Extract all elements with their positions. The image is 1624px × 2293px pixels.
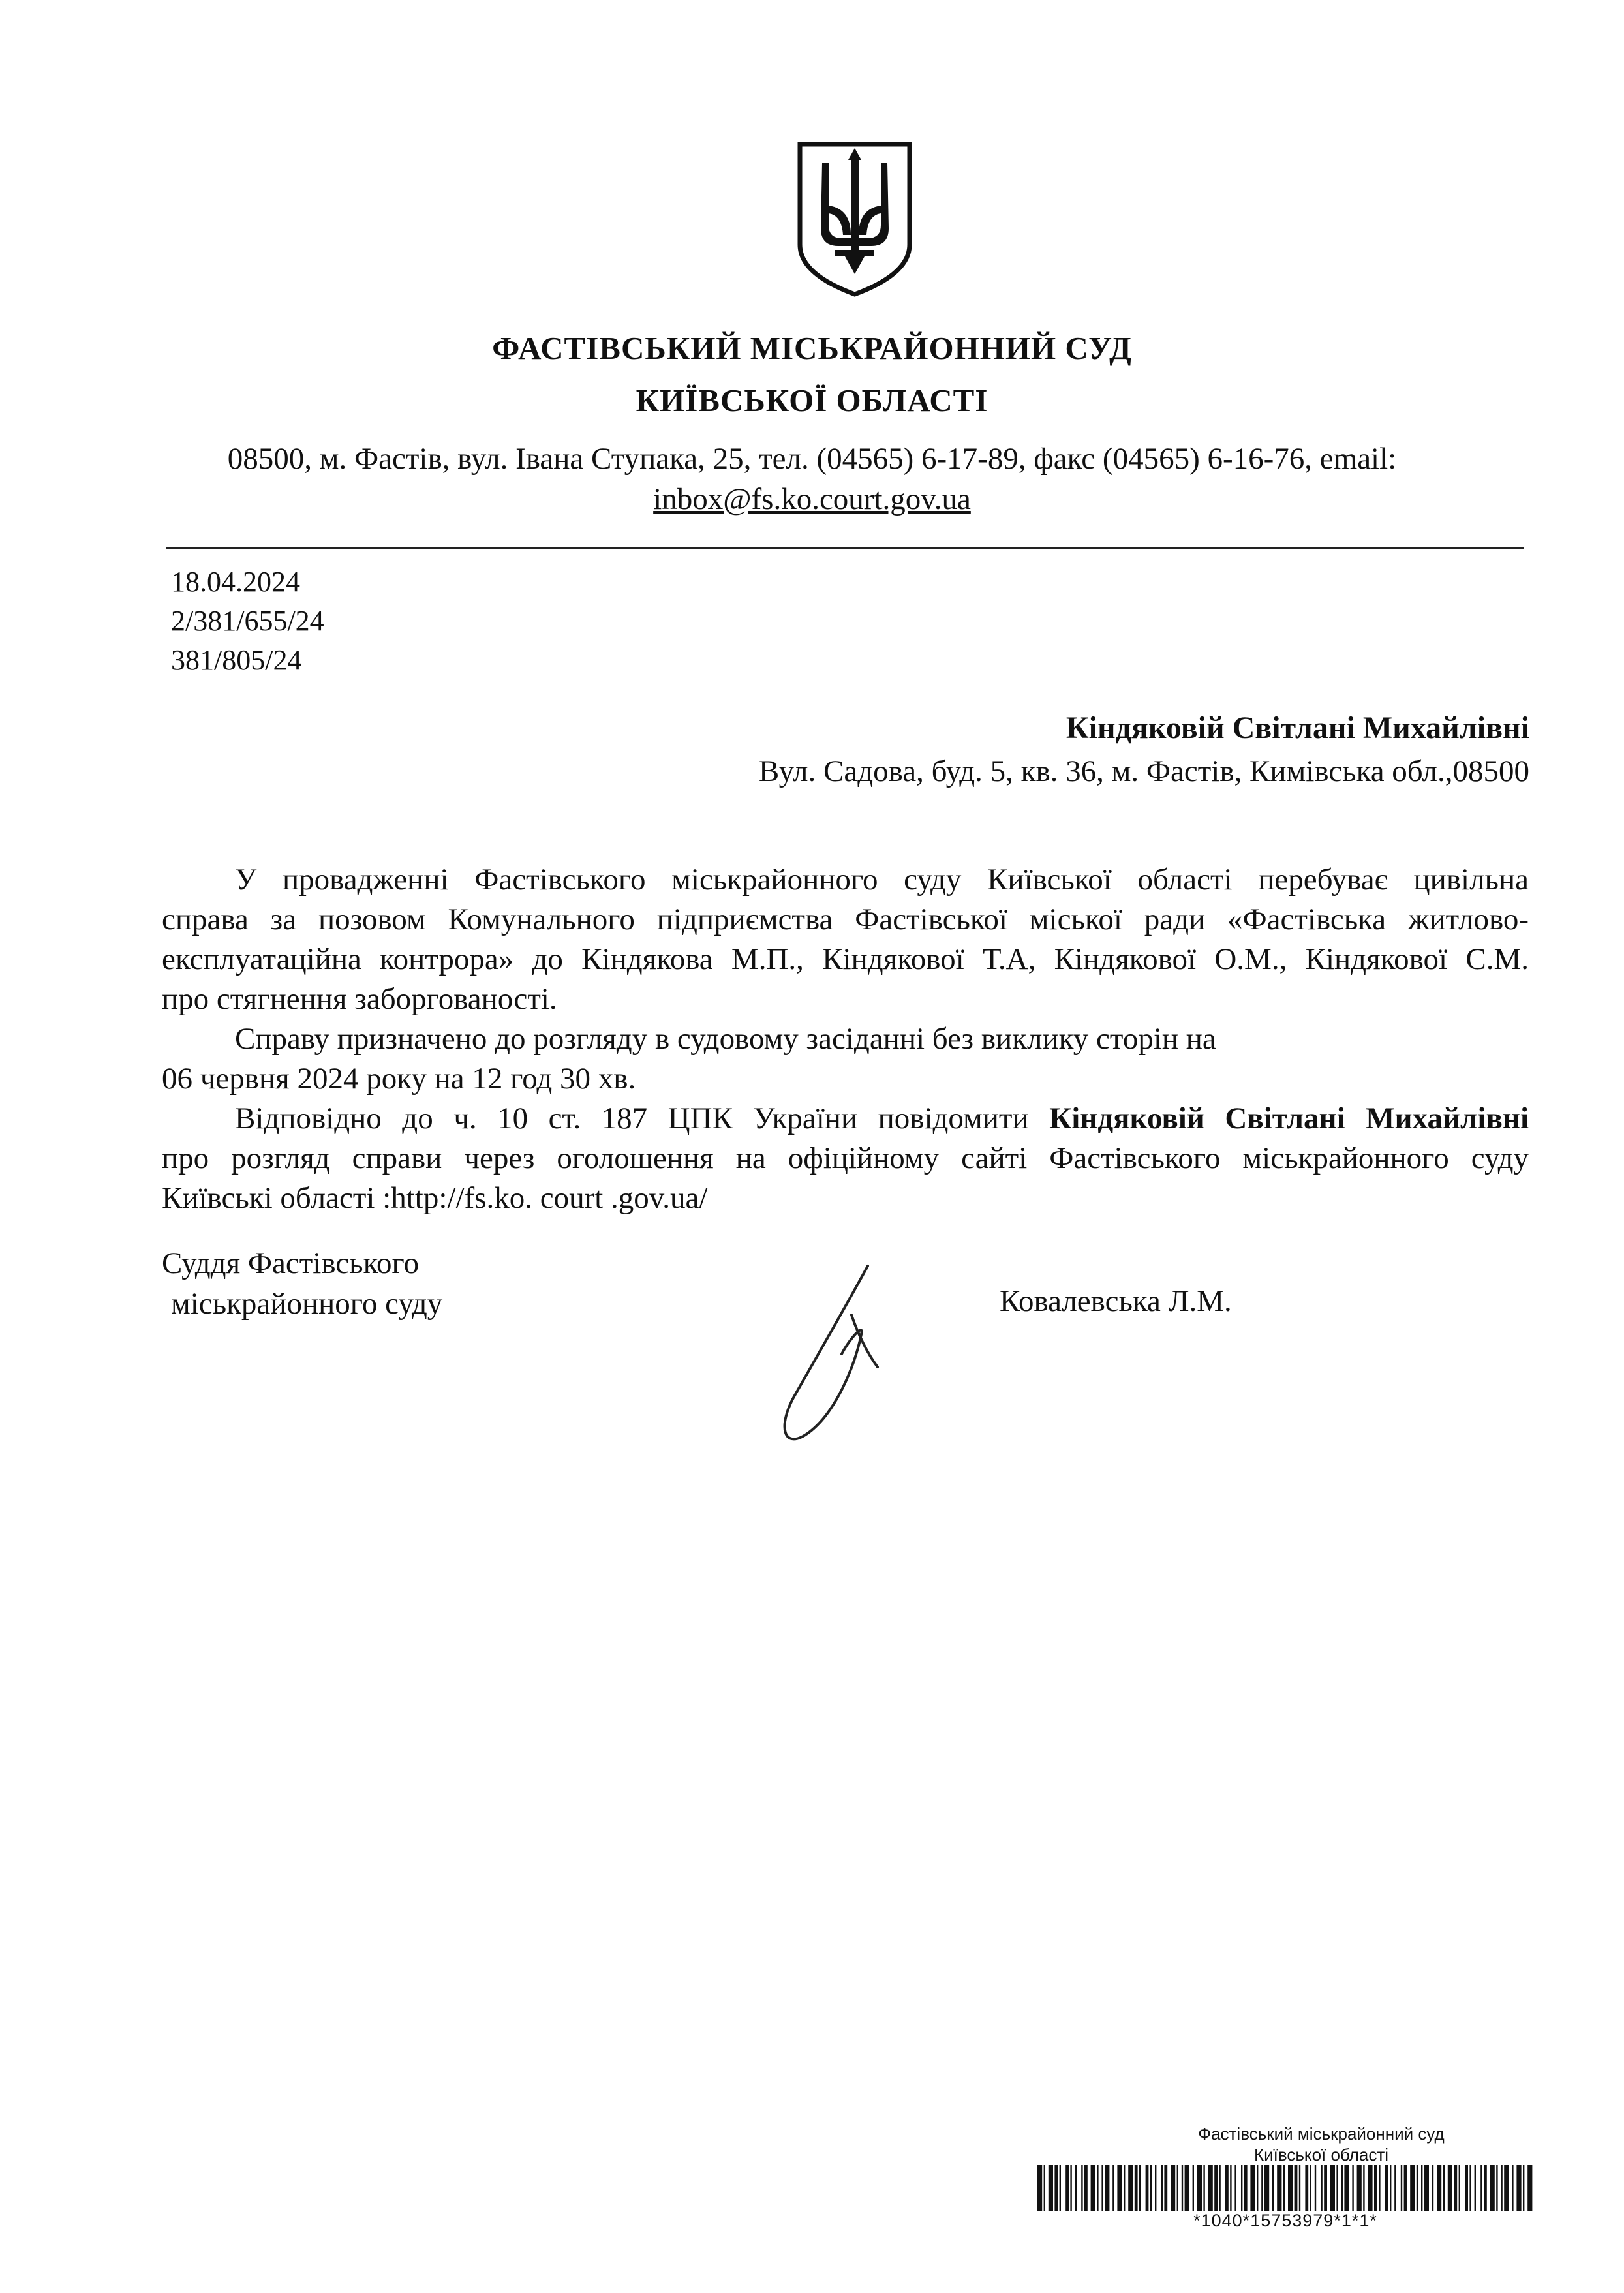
paragraph-3-line-2: про розгляд справи через оголошення на офіційному сайті Фастівського міськрайонного суду xyxy=(162,1141,1529,1175)
court-name: ФАСТІВСЬКИЙ МІСЬКРАЙОННИЙ СУД xyxy=(492,330,1132,366)
paragraph-2-line-2: 06 червня 2024 року на 12 год 30 хв. xyxy=(162,1062,636,1096)
coat-of-arms-emblem xyxy=(796,140,913,297)
paragraph-1-line-4: про стягнення заборгованості. xyxy=(162,982,557,1016)
court-address-line: 08500, м. Фастів, вул. Івана Ступака, 25, тел. (04565) 6-17-89, факс (04565) 6-16-76, email: xyxy=(227,442,1397,476)
court-region: КИЇВСЬКОЇ ОБЛАСТІ xyxy=(636,382,988,418)
stamp-court-name: Фастівський міськрайонний суд xyxy=(1198,2124,1445,2144)
letter-date: 18.04.2024 xyxy=(171,566,300,598)
judge-title-line-2: міськрайонного суду xyxy=(171,1287,443,1321)
letter-body xyxy=(162,860,1529,1218)
paragraph-3-line-1 xyxy=(162,1099,1529,1139)
barcode-number: *1040*15753979*1*1* xyxy=(1193,2211,1377,2230)
paragraph-2-line-1: Справу призначено до розгляду в судовому засіданні без виклику сторін на xyxy=(235,1022,1216,1056)
court-email-link[interactable]: inbox@fs.ko.court.gov.ua xyxy=(653,482,971,516)
addressee-address: Вул. Садова, буд. 5, кв. 36, м. Фастів, Кимівська обл.,08500 xyxy=(758,754,1529,788)
reference-block xyxy=(171,562,324,680)
paragraph-3-line-3: Київські області :http://fs.ko. court .gov.ua/ xyxy=(162,1181,708,1215)
paragraph-1-line-3: експлуатаційна контрора» до Кіндякова М.П., Кіндякової Т.А, Кіндякової О.М., Кіндякової С.М. xyxy=(162,942,1529,976)
paragraph-3-addressee-name: Кіндяковій Світлані Михайлівні xyxy=(1049,1101,1529,1135)
judge-title xyxy=(162,1243,442,1324)
court-contacts xyxy=(130,439,1494,519)
judge-name: Ковалевська Л.М. xyxy=(1000,1284,1232,1318)
handwritten-signature xyxy=(770,1263,907,1458)
proceeding-number: 381/805/24 xyxy=(171,644,302,676)
barcode xyxy=(1037,2165,1533,2211)
case-number: 2/381/655/24 xyxy=(171,605,324,637)
addressee-name: Кіндяковій Світлані Михайлівні xyxy=(1065,711,1529,745)
stamp-court-region: Київської області xyxy=(1253,2145,1389,2164)
paragraph-1-line-1: У провадженні Фастівського міськрайонного суду Київської області перебуває цивільна xyxy=(235,863,1529,897)
header-divider xyxy=(166,547,1524,549)
judge-title-line-1: Суддя Фастівського xyxy=(162,1246,420,1280)
paragraph-1-line-2: справа за позовом Комунального підприємства Фастівської міської ради «Фастівська житлово- xyxy=(162,902,1529,936)
paragraph-3-lead-text: Відповідно до ч. 10 ст. 187 ЦПК України повідомити xyxy=(235,1101,1029,1135)
